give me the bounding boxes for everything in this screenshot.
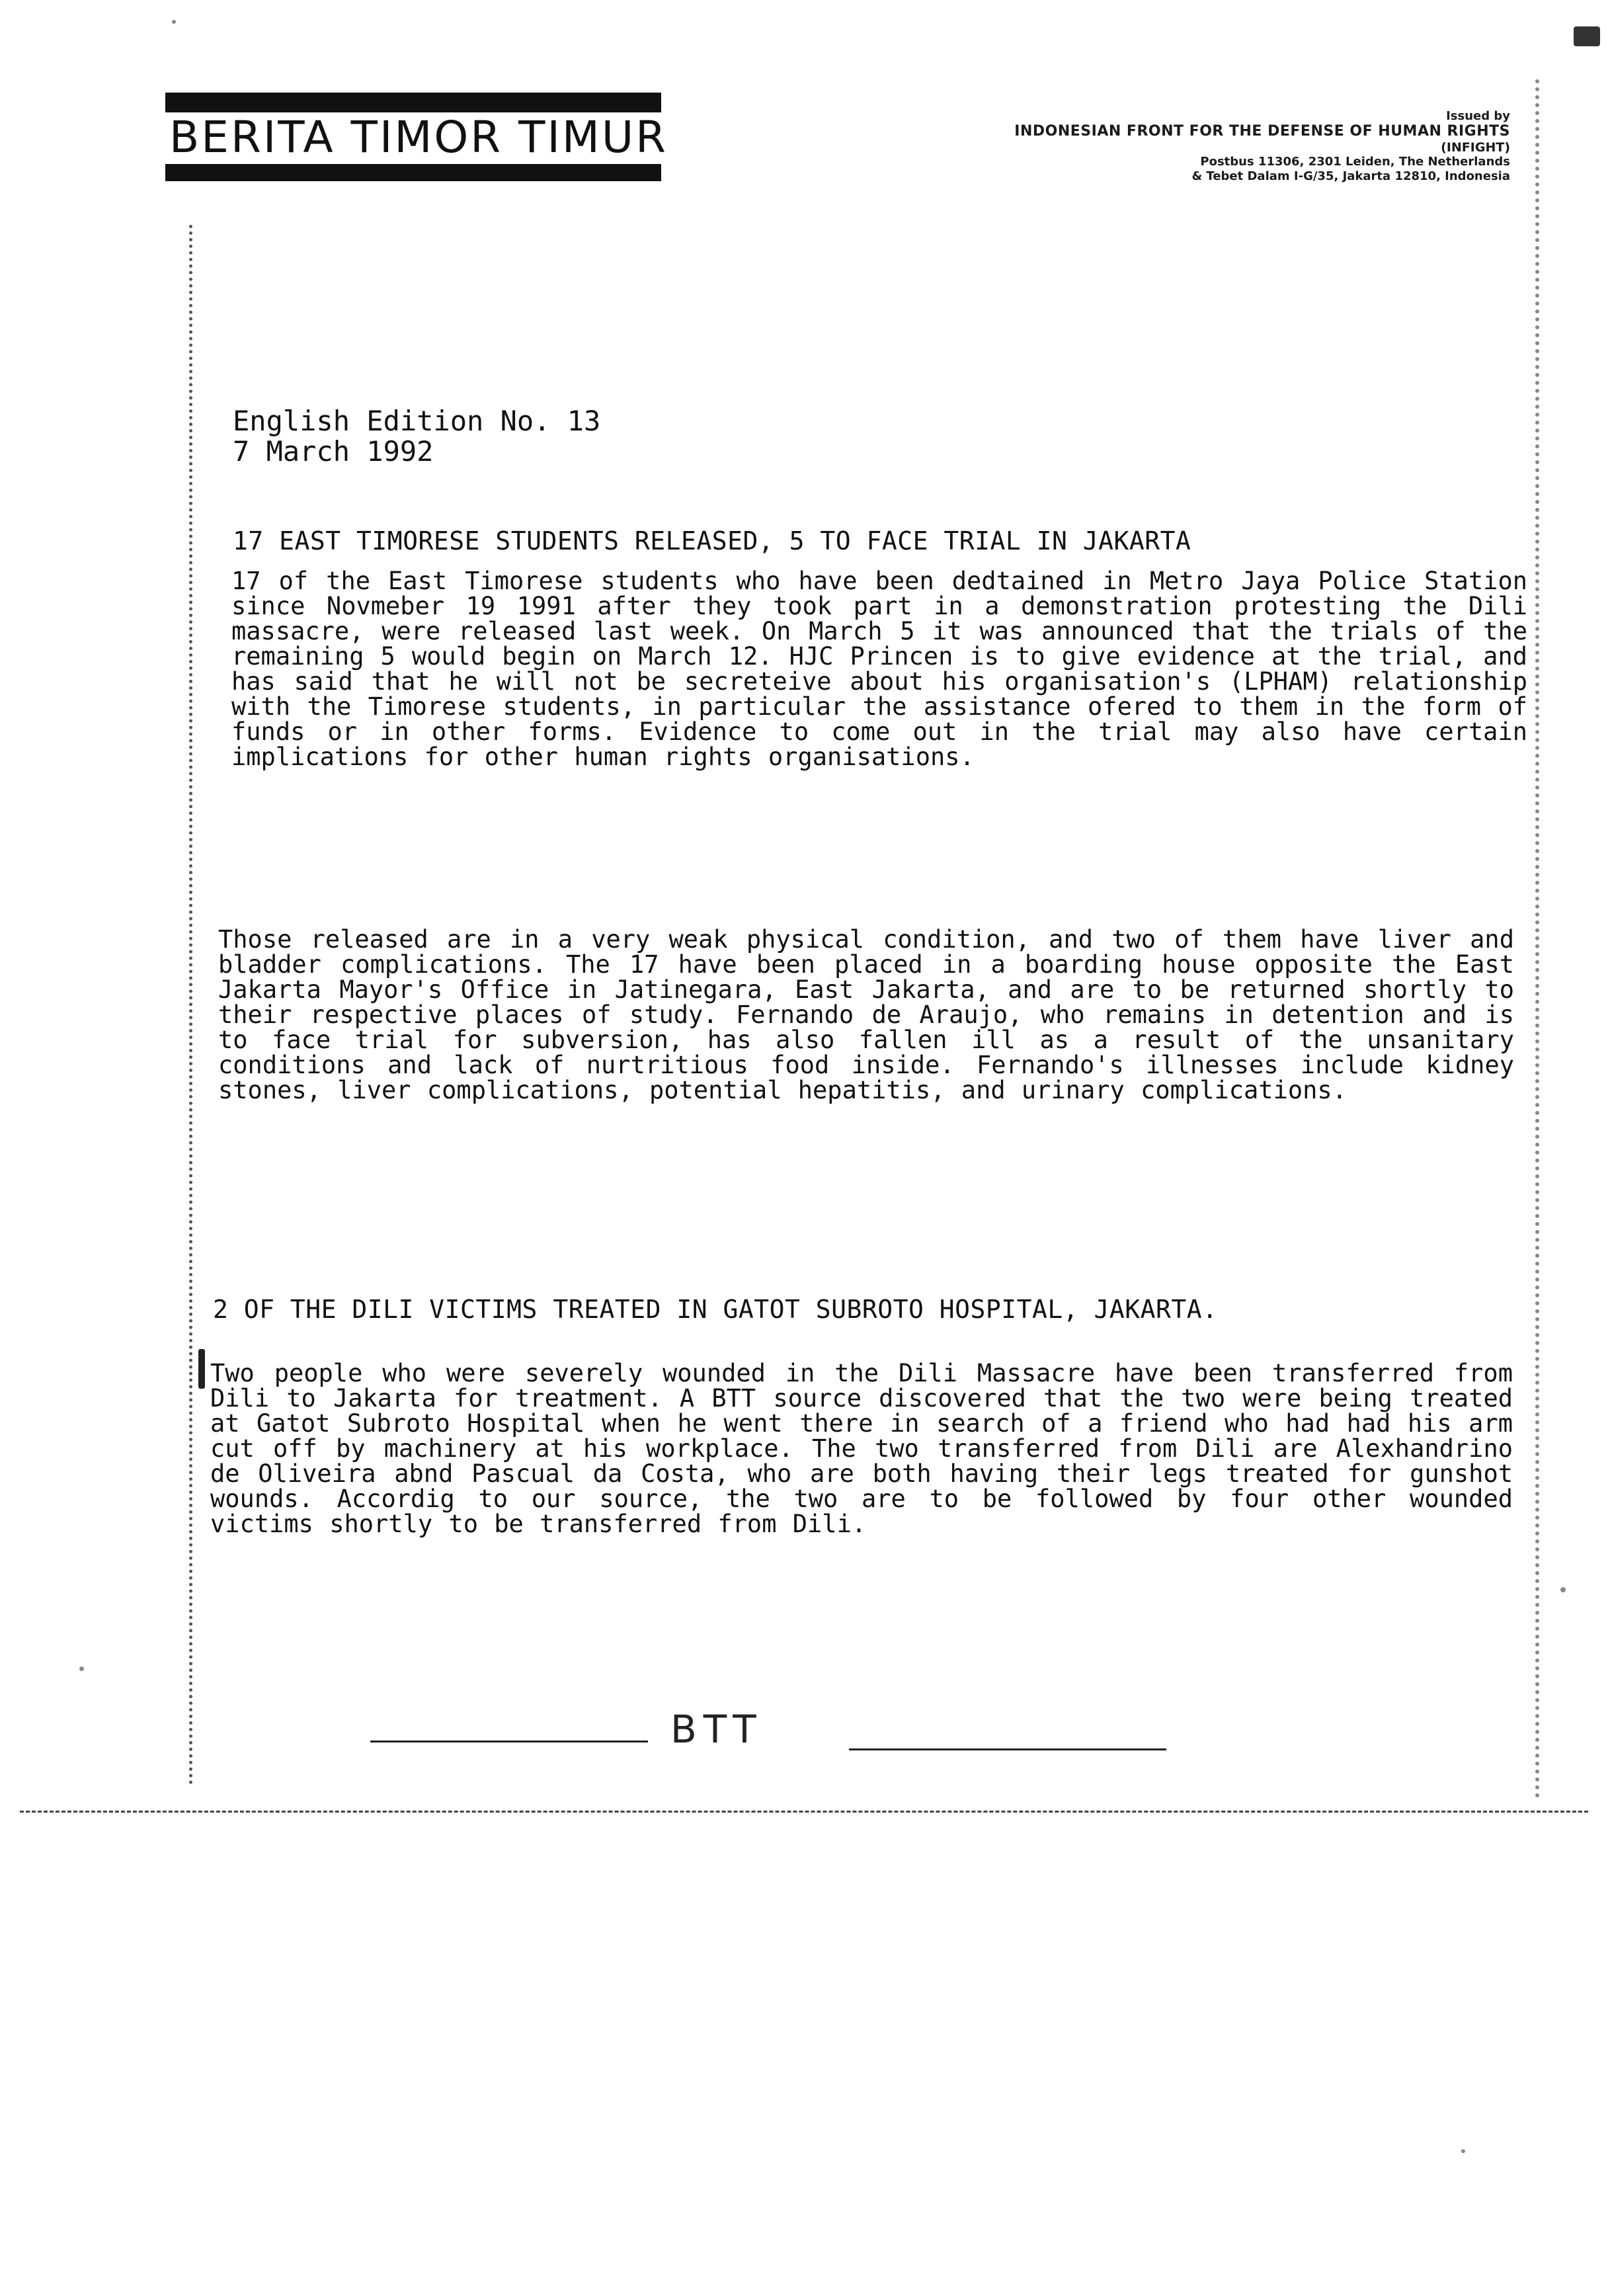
signoff-initials: BTT [670,1707,763,1752]
article-2-headline: 2 OF THE DILI VICTIMS TREATED IN GATOT SUBROTO HOSPITAL, JAKARTA. [213,1295,1218,1324]
copy-speck [1461,2149,1465,2153]
article-2-paragraph-1: Two people who were severely wounded in the Dili Massacre have been transferred from Dili to Jakarta for treatment. A BTT source discovered that the two were being treated at Gatot Subroto Hospital when he went there in search of a friend who had had his arm cut off by machinery at his workplace. The two transferred from Dili are Alexhandrino de Oliveira abnd Pascual da Costa, who are both having their legs treated for gunshot wounds. Accordig to our source, the two are to be followed by four other wounded victims shortly to be transferred from Dili. [210,1359,1513,1538]
publisher-address-1: Postbus 11306, 2301 Leiden, The Netherlands [1200,155,1510,169]
issued-by-label: Issued by [1446,109,1510,123]
masthead-rule-top [165,93,661,112]
publisher-organisation: INDONESIAN FRONT FOR THE DEFENSE OF HUMAN RIGHTS [1014,123,1510,140]
publisher-acronym: (INFIGHT) [1441,140,1510,155]
masthead-title: BERITA TIMOR TIMUR [169,112,668,163]
publisher-block [849,110,1510,184]
edition-date: 7 March 1992 [233,435,434,468]
copy-speck [1560,1587,1566,1592]
right-edge-dots [1535,79,1546,1799]
copy-speck [198,1349,205,1389]
page-edge-dashes [20,1811,1588,1813]
edition-info [233,406,600,467]
masthead-rule-bottom [165,164,661,181]
signoff-rule-right [849,1748,1166,1750]
edition-number: English Edition No. 13 [233,405,601,437]
signoff-rule-left [370,1741,648,1742]
copy-speck [1574,26,1600,46]
article-1-headline: 17 EAST TIMORESE STUDENTS RELEASED, 5 TO FACE TRIAL IN JAKARTA [233,526,1191,555]
article-1-paragraph-2: Those released are in a very weak physical condition, and two of them have liver and bladder complications. The 17 have been placed in a boarding house opposite the East Jakarta Mayor's Office in Jatinegara, East Jakarta, and are to be returned shortly to their respective places of study. Fernando de Araujo, who remains in detention and is to face trial for subversion, has also fallen ill as a result of the unsanitary conditions and lack of nurtritious food inside. Fernando's illnesses include kidney stones, liver complications, potential hepatitis, and urinary complications. [218,925,1514,1104]
publisher-address-2: & Tebet Dalam I-G/35, Jakarta 12810, Indonesia [1191,169,1510,183]
left-binding-dots [189,225,199,1785]
copy-speck [172,20,176,24]
copy-speck [79,1666,84,1671]
article-1-paragraph-1: 17 of the East Timorese students who have been dedtained in Metro Jaya Police Station since Novmeber 19 1991 after they took part in a demonstration protesting the Dili massacre, were released last week. On March 5 it was announced that the trials of the remaining 5 would begin on March 12. HJC Princen is to give evidence at the trial, and has said that he will not be secreteive about his organisation's (LPHAM) relationship with the Timorese students, in particular the assistance ofered to them in the form of funds or in other forms. Evidence to come out in the trial may also have certain implications for other human rights organisations. [231,567,1527,771]
